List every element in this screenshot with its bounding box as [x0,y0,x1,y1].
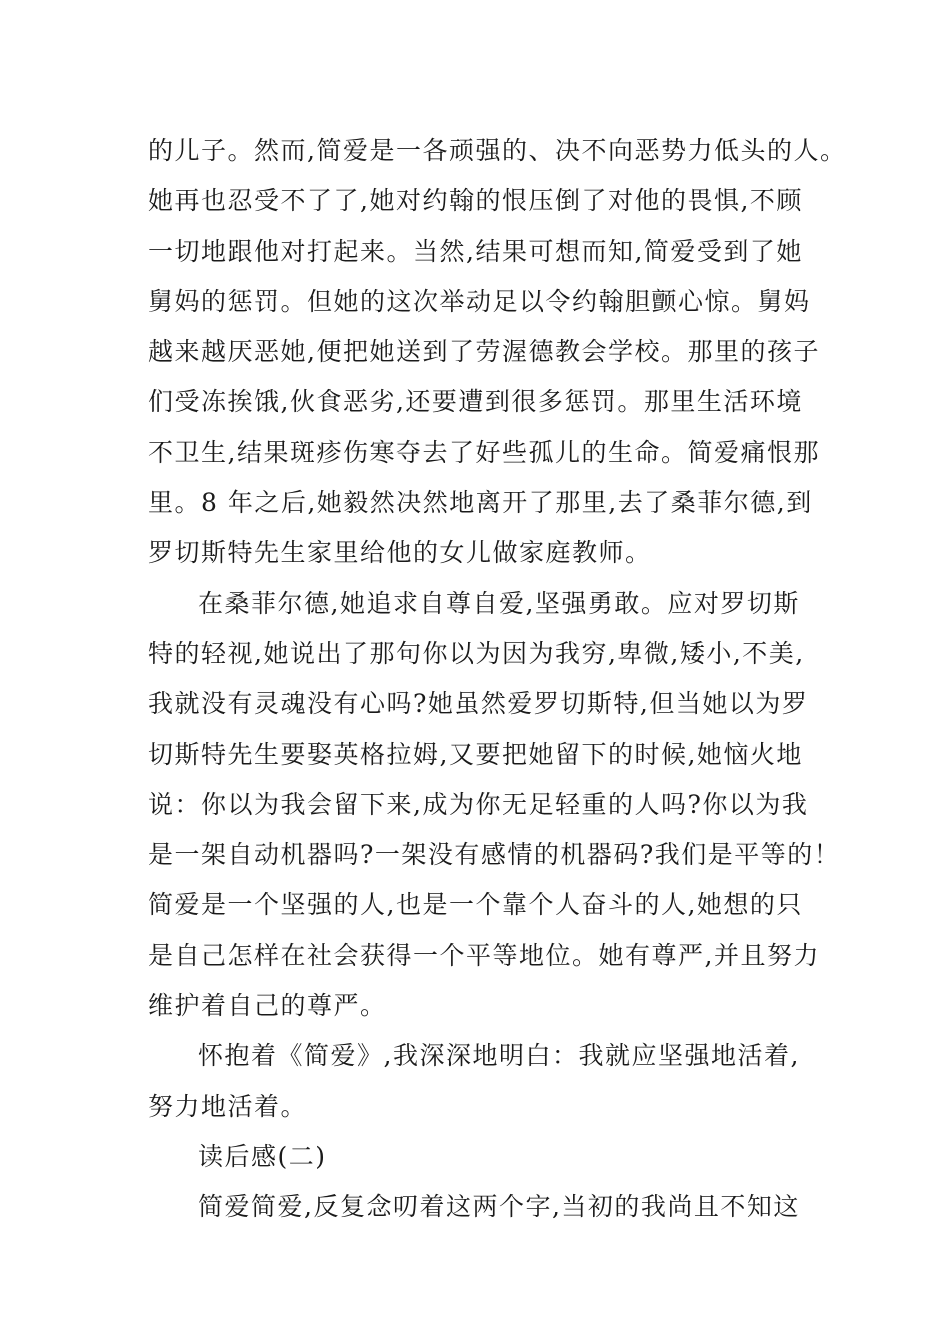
text-line: 是自己怎样在社会获得一个平等地位。她有尊严,并且努力 [148,940,820,970]
text-line: 们受冻挨饿,伙食恶劣,还要遭到很多惩罚。那里生活环境 [148,387,803,417]
text-line: 努力地活着。 [148,1091,308,1121]
text-line: 越来越厌恶她,便把她送到了劳渥德教会学校。那里的孩子 [148,337,820,367]
text-line: 不卫生,结果斑疹伤寒夺去了好些孤儿的生命。简爱痛恨那 [148,437,820,467]
text-line: 她再也忍受不了了,她对约翰的恨压倒了对他的畏惧,不顾 [148,186,803,216]
text-line: 特的轻视,她说出了那句你以为因为我穷,卑微,矮小,不美, [148,638,805,668]
text-line: 我就没有灵魂没有心吗?她虽然爱罗切斯特,但当她以为罗 [148,689,809,719]
text-line: 简爱是一个坚强的人,也是一个靠个人奋斗的人,她想的只 [148,890,803,920]
text-line: 一切地跟他对打起来。当然,结果可想而知,简爱受到了她 [148,236,803,266]
text-line: 怀抱着《简爱》,我深深地明白：我就应坚强地活着, [198,1041,800,1071]
text-line: 说：你以为我会留下来,成为你无足轻重的人吗?你以为我 [148,789,809,819]
text-line: 的儿子。然而,简爱是一各顽强的、决不向恶势力低头的人。 [148,136,847,165]
text-line: 切斯特先生要娶英格拉姆,又要把她留下的时候,她恼火地 [148,739,803,769]
text-line: 舅妈的惩罚。但她的这次举动足以令约翰胆颤心惊。舅妈 [148,286,811,316]
text-line: 维护着自己的尊严。 [148,991,387,1021]
body-text [148,126,847,1233]
text-line: 里。8 年之后,她毅然决然地离开了那里,去了桑菲尔德,到 [148,488,813,518]
text-line: 读后感(二) [198,1141,327,1171]
text-line: 罗切斯特先生家里给他的女儿做家庭教师。 [148,538,652,568]
text-line: 在桑菲尔德,她追求自尊自爱,坚强勇敢。应对罗切斯 [198,588,800,618]
text-line: 简爱简爱,反复念叨着这两个字,当初的我尚且不知这 [198,1192,800,1222]
text-line: 是一架自动机器吗?一架没有感情的机器码?我们是平等的！ [148,840,841,870]
